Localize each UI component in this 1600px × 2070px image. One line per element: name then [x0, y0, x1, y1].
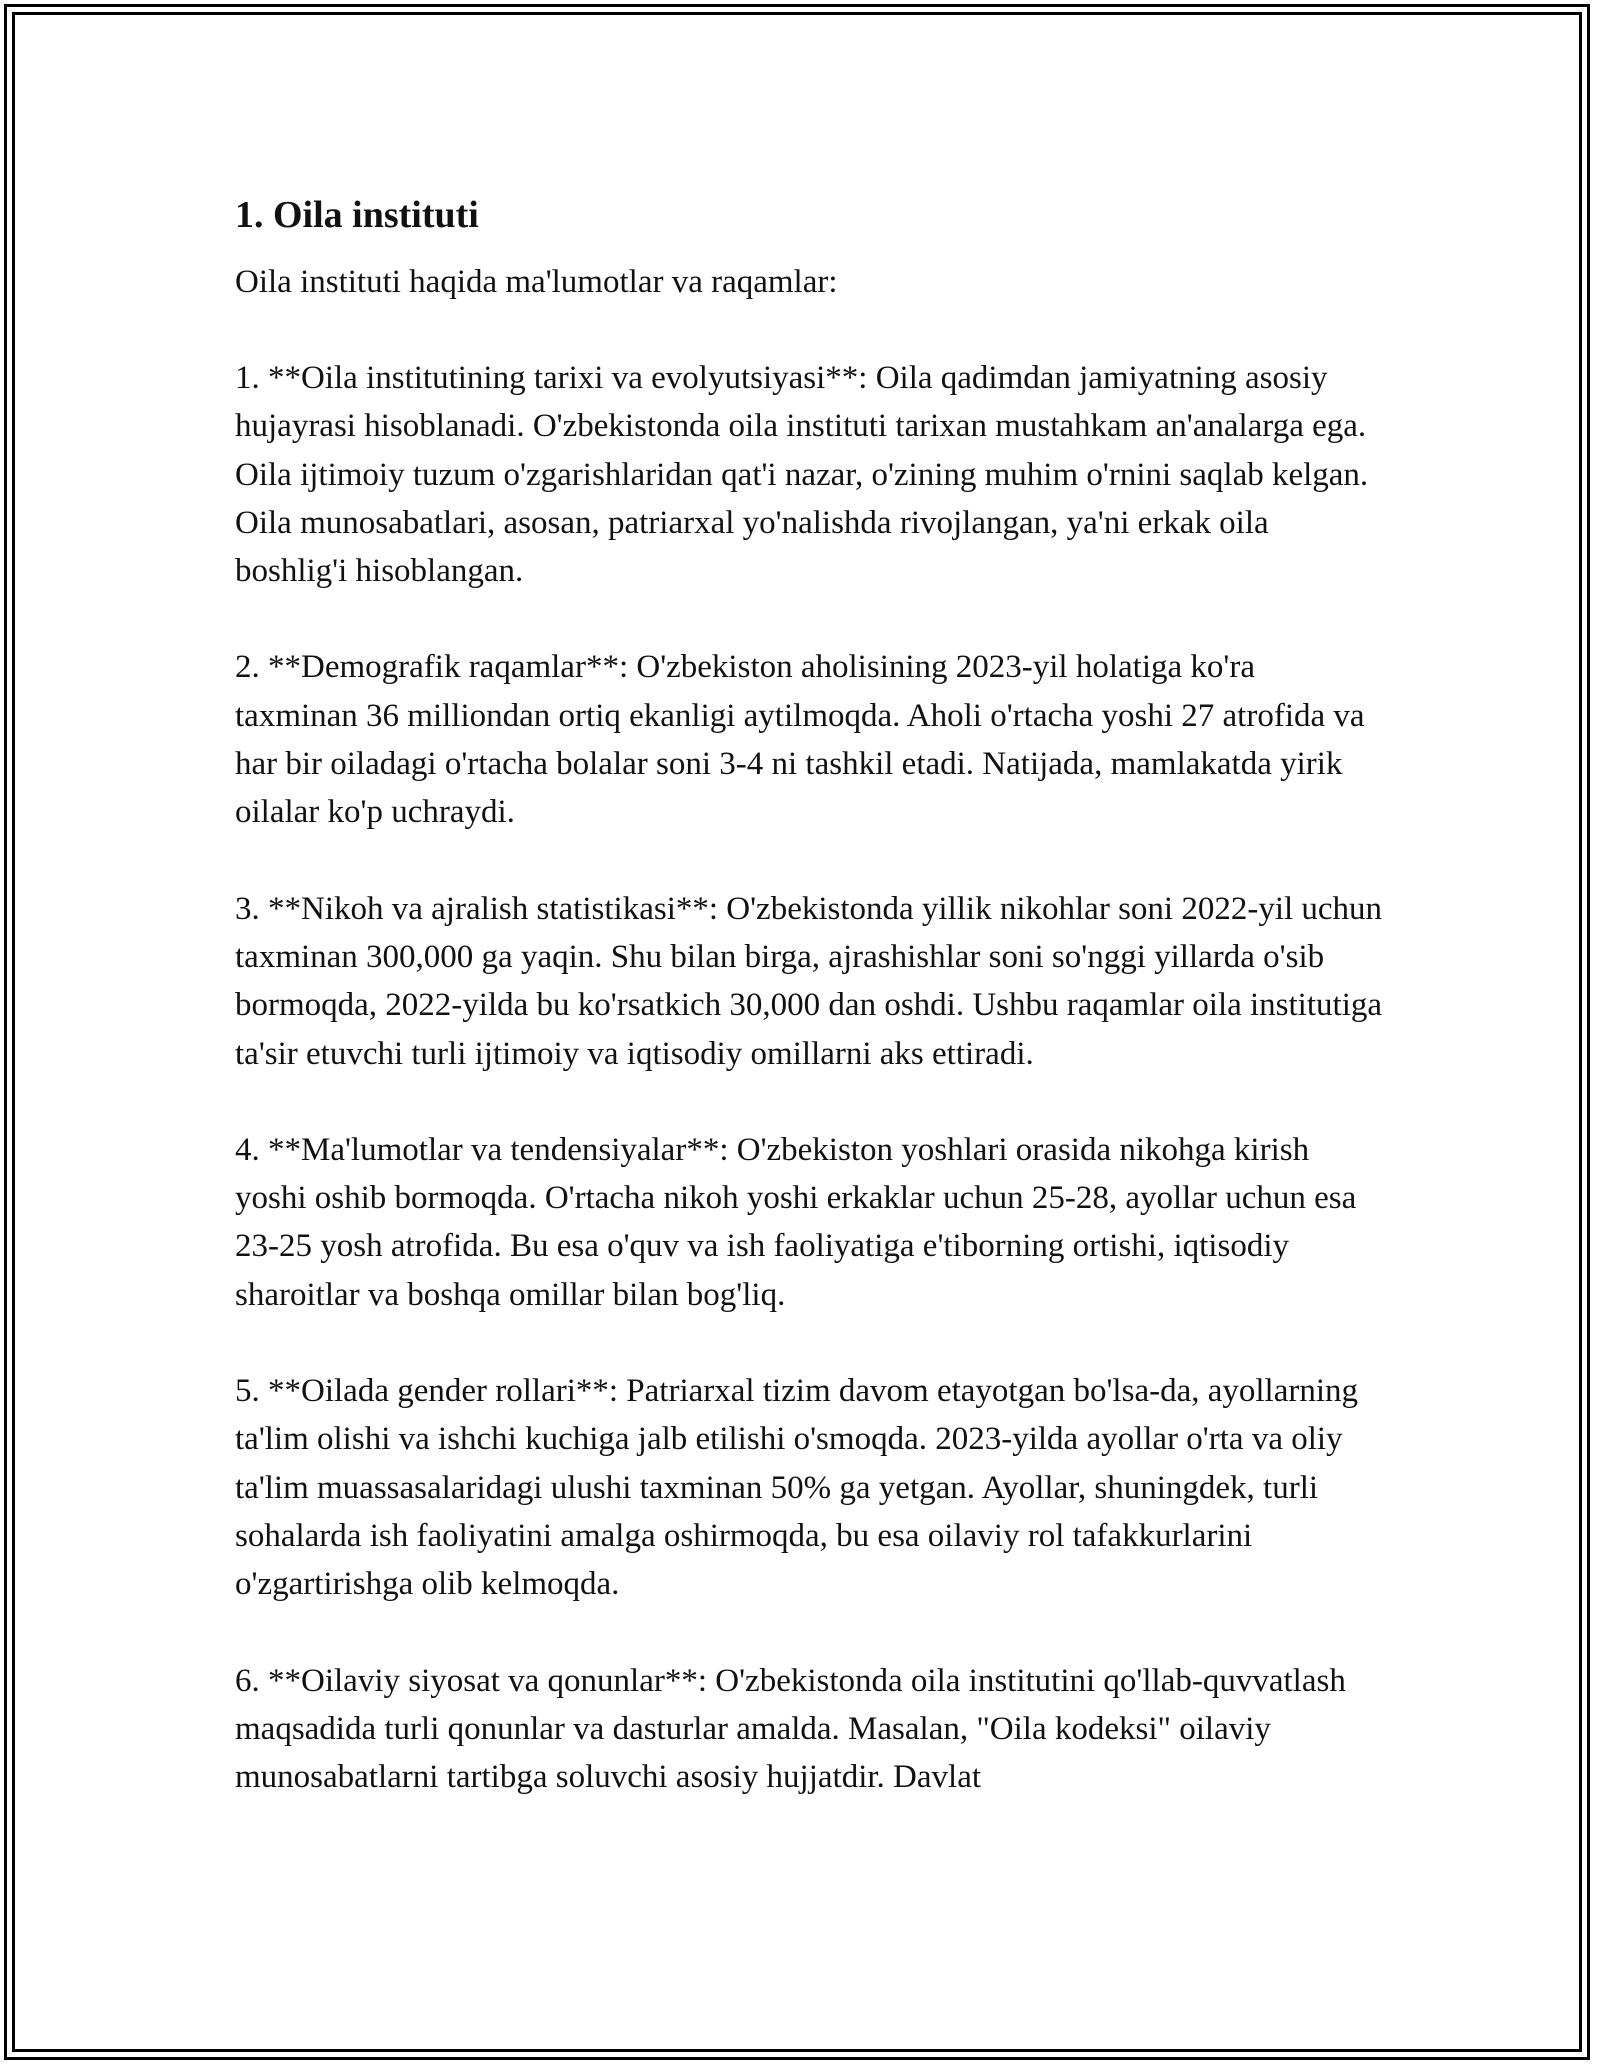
document-body — [235, 190, 1385, 1801]
section-5-paragraph: 5. **Oilada gender rollari**: Patriarxal tizim davom etayotgan bo'lsa-da, ayollarning ta'lim olishi va ishchi kuchiga jalb etilishi o'smoqda. 2023-yilda ayollar o'rta va oliy ta'lim muassasalaridagi ulushi taxminan 50% ga yetgan. Ayollar, shuningdek, turli sohalarda ish faoliyatini amalga oshirmoqda, bu esa oilaviy rol tafakkurlarini o'zgartirishga olib kelmoqda. — [235, 1373, 1359, 1603]
section-1-paragraph: 1. **Oila institutining tarixi va evolyutsiyasi**: Oila qadimdan jamiyatning asosiy hujayrasi hisoblanadi. O'zbekistonda oila instituti tarixan mustahkam an'analarga ega. Oila ijtimoiy tuzum o'zgarishlaridan qat'i nazar, o'zining muhim o'rnini saqlab kelgan. Oila munosabatlari, asosan, patriarxal yo'nalishda rivojlangan, ya'ni erkak oila boshlig'i hisoblangan. — [235, 360, 1369, 590]
document-title: 1. Oila instituti — [235, 194, 479, 236]
section-6-paragraph: 6. **Oilaviy siyosat va qonunlar**: O'zbekistonda oila institutini qo'llab-quvvatlash maqsadida turli qonunlar va dasturlar amalda. Masalan, "Oila kodeksi" oilaviy munosabatlarni tartibga soluvchi asosiy hujjatdir. Davlat — [235, 1662, 1346, 1796]
section-2-paragraph: 2. **Demografik raqamlar**: O'zbekiston aholisining 2023-yil holatiga ko'ra taxminan 36 milliondan ortiq ekanligi aytilmoqda. Aholi o'rtacha yoshi 27 atrofida va har bir oiladagi o'rtacha bolalar soni 3-4 ni tashkil etadi. Natijada, mamlakatda yirik oilalar ko'p uchraydi. — [235, 649, 1365, 831]
intro-paragraph: Oila instituti haqida ma'lumotlar va raqamlar: — [235, 264, 838, 300]
section-4-paragraph: 4. **Ma'lumotlar va tendensiyalar**: O'zbekiston yoshlari orasida nikohga kirish yoshi oshib bormoqda. O'rtacha nikoh yoshi erkaklar uchun 25-28, ayollar uchun esa 23-25 yosh atrofida. Bu esa o'quv va ish faoliyatiga e'tiborning ortishi, iqtisodiy sharoitlar va boshqa omillar bilan bog'liq. — [235, 1131, 1357, 1313]
section-3-paragraph: 3. **Nikoh va ajralish statistikasi**: O'zbekistonda yillik nikohlar soni 2022-yil uchun taxminan 300,000 ga yaqin. Shu bilan birga, ajrashishlar soni so'nggi yillarda o'sib bormoqda, 2022-yilda bu ko'rsatkich 30,000 dan oshdi. Ushbu raqamlar oila institutiga ta'sir etuvchi turli ijtimoiy va iqtisodiy omillarni aks ettiradi. — [235, 890, 1383, 1072]
